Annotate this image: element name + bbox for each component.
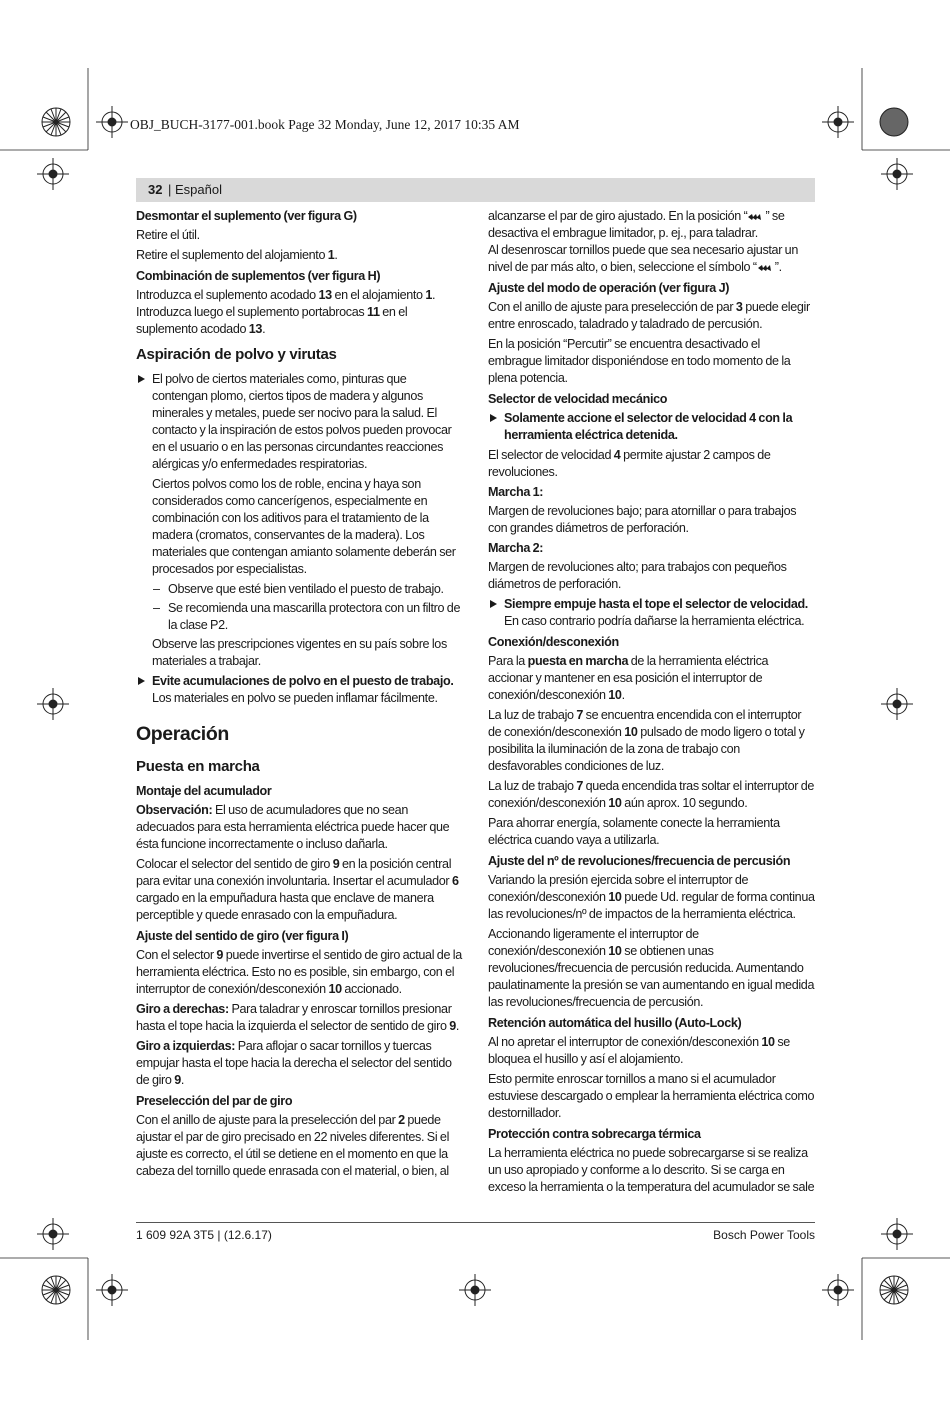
heading-operacion: Operación bbox=[136, 723, 229, 745]
list-item: Solamente accione el selector de velocidad 4 con la herramienta eléctrica detenida. bbox=[488, 410, 815, 444]
paragraph: Retire el útil. bbox=[136, 228, 200, 242]
paragraph: Para la puesta en marcha de la herramienta eléctrica accionar y mantener en esa posición el interruptor de conexión/desconexión 10. bbox=[488, 654, 769, 702]
heading-ajuste-giro: Ajuste del sentido de giro (ver figura I) bbox=[136, 929, 349, 943]
header-language: Español bbox=[175, 182, 222, 197]
footer-document-number: 1 609 92A 3T5 | (12.6.17) bbox=[136, 1228, 272, 1242]
bullet-triangle-icon bbox=[490, 414, 497, 422]
paragraph: Margen de revoluciones alto; para trabajos con pequeños diámetros de perforación. bbox=[488, 560, 787, 591]
heading-selector: Selector de velocidad mecánico bbox=[488, 392, 668, 406]
paragraph: Variando la presión ejercida sobre el interruptor de conexión/desconexión 10 puede Ud. regular de forma continua las revoluciones/nº de impactos de la herramienta eléctrica. bbox=[488, 873, 815, 921]
dash-item: – Se recomienda una mascarilla protectora con un filtro de la clase P2. bbox=[153, 601, 461, 632]
right-column bbox=[488, 208, 815, 1199]
heading-aspiracion: Aspiración de polvo y virutas bbox=[136, 346, 337, 363]
book-info-line: OBJ_BUCH-3177-001.book Page 32 Monday, June 12, 2017 10:35 AM bbox=[130, 117, 520, 132]
paragraph: El selector de velocidad 4 permite ajustar 2 campos de revoluciones. bbox=[488, 448, 771, 479]
bullet-triangle-icon bbox=[138, 677, 145, 685]
paragraph: Con el selector 9 puede invertirse el sentido de giro actual de la herramienta eléctrica. Esto no es posible, sin embargo, con el interruptor de conexión/desconexión 10 accionado. bbox=[136, 948, 462, 996]
page-header-band bbox=[136, 178, 815, 202]
footer-brand: Bosch Power Tools bbox=[713, 1228, 815, 1242]
heading-conexion: Conexión/desconexión bbox=[488, 635, 619, 649]
paragraph: alcanzarse el par de giro ajustado. En la posición “ ” se desactiva el embrague limitador, p. ej., para taladrar. Al desenroscar tornillos puede que sea necesario ajustar un nivel de par más alto, o bien, seleccione el símbolo “ ”. bbox=[488, 209, 798, 274]
heading-combinacion: Combinación de suplementos (ver figura H) bbox=[136, 269, 381, 283]
dash-item: – Observe que esté bien ventilado el puesto de trabajo. bbox=[153, 582, 444, 596]
heading-retencion: Retención automática del husillo (Auto-Lock) bbox=[488, 1016, 742, 1030]
bullet-triangle-icon bbox=[138, 375, 145, 383]
heading-desmontar: Desmontar el suplemento (ver figura G) bbox=[136, 209, 357, 223]
paragraph: Para ahorrar energía, solamente conecte la herramienta eléctrica cuando vaya a utilizarla. bbox=[488, 816, 780, 847]
left-column bbox=[136, 208, 463, 1183]
list-item: El polvo de ciertos materiales como, pinturas que contengan plomo, ciertos tipos de madera y algunos minerales y metales, puede ser nocivo para la salud. El contacto y la inspiración de estos polvos pueden provocar en el usuario o en las personas circundantes reacciones alérgicas y/o enfermedades respiratorias. bbox=[136, 371, 463, 473]
footer-rule bbox=[136, 1222, 815, 1223]
paragraph: Con el anillo de ajuste para preselección de par 3 puede elegir entre enroscado, taladrado y taladrado de percusión. bbox=[488, 300, 810, 331]
heading-marcha-1: Marcha 1: bbox=[488, 485, 544, 499]
paragraph: Con el anillo de ajuste para la preselección del par 2 puede ajustar el par de giro precisado en 22 niveles diferentes. Si el ajuste es correcto, el útil se detiene en el momento en que la cabeza del tornillo quede enrasada con el material, o bien, al bbox=[136, 1113, 450, 1178]
drill-symbol-icon bbox=[747, 213, 765, 221]
paragraph: Colocar el selector del sentido de giro 9 en la posición central para evitar una conexión involuntaria. Insertar el acumulador 6 cargado en la empuñadura hasta que enclave de manera perceptible y quede enrasado con la empuñadura. bbox=[136, 857, 459, 922]
bullet-triangle-icon bbox=[490, 600, 497, 608]
paragraph: La luz de trabajo 7 queda encendida tras soltar el interruptor de conexión/desconexión 10 aún aprox. 10 segundo. bbox=[488, 779, 815, 810]
heading-proteccion: Protección contra sobrecarga térmica bbox=[488, 1127, 701, 1141]
heading-marcha-2: Marcha 2: bbox=[488, 541, 544, 555]
paragraph: La herramienta eléctrica no puede sobrecargarse si se realiza un uso apropiado y conforme a lo descrito. Si se carga en exceso la herramienta o la temperatura del acumulador se sale bbox=[488, 1146, 815, 1194]
drill-symbol-icon bbox=[757, 264, 775, 272]
grey-target-icon bbox=[880, 108, 908, 136]
paragraph: Accionando ligeramente el interruptor de conexión/desconexión 10 se obtienen unas revoluciones/frecuencia de percusión reducida. Aumentando paulatinamente la presión se van aumentando en igual medida las revoluciones/frecuencia de percusión. bbox=[488, 927, 815, 1009]
paragraph: Retire el suplemento del alojamiento 1. bbox=[136, 248, 338, 262]
list-item: Evite acumulaciones de polvo en el puesto de trabajo. Los materiales en polvo se pueden inflamar fácilmente. bbox=[136, 673, 463, 707]
paragraph: Observación: El uso de acumuladores que no sean adecuados para esta herramienta eléctrica puede hacer que ésta funcione incorrectamente o incluso dañarla. bbox=[136, 803, 450, 851]
paragraph: Margen de revoluciones bajo; para atornillar o para trabajos con grandes diámetros de perforación. bbox=[488, 504, 797, 535]
header-separator: | bbox=[168, 182, 172, 197]
heading-montaje: Montaje del acumulador bbox=[136, 784, 272, 798]
list-item: Siempre empuje hasta el tope el selector de velocidad. En caso contrario podría dañarse la herramienta eléctrica. bbox=[488, 596, 815, 630]
paragraph: Giro a derechas: Para taladrar y enroscar tornillos presionar hasta el tope hacia la izquierda el selector de sentido de giro 9. bbox=[136, 1002, 460, 1033]
heading-puesta-en-marcha: Puesta en marcha bbox=[136, 758, 260, 775]
paragraph: Giro a izquierdas: Para aflojar o sacar tornillos y tuercas empujar hasta el tope hacia la derecha el selector del sentido de giro 9. bbox=[136, 1039, 452, 1087]
paragraph: Al no apretar el interruptor de conexión/desconexión 10 se bloquea el husillo y así el alojamiento. bbox=[488, 1035, 790, 1066]
paragraph: En la posición “Percutir” se encuentra desactivado el embrague limitador disponiéndose en todo momento de la plena potencia. bbox=[488, 337, 791, 385]
heading-revoluciones: Ajuste del nº de revoluciones/frecuencia de percusión bbox=[488, 854, 791, 868]
paragraph: Introduzca el suplemento acodado 13 en el alojamiento 1. Introduzca luego el suplemento portabrocas 11 en el suplemento acodado 13. bbox=[136, 288, 436, 336]
heading-preseleccion: Preselección del par de giro bbox=[136, 1094, 293, 1108]
paragraph: Ciertos polvos como los de roble, encina y haya son considerados como cancerígenos, especialmente en combinación con los aditivos para el tratamiento de la madera (cromatos, conservantes de la madera). Los materiales que contengan amianto solamente deberán ser procesados por especialistas. bbox=[152, 477, 456, 576]
heading-modo: Ajuste del modo de operación (ver figura J) bbox=[488, 281, 730, 295]
paragraph: Esto permite enroscar tornillos a mano si el acumulador estuviese descargado o emplear la herramienta eléctrica como destornillador. bbox=[488, 1072, 815, 1120]
paragraph: La luz de trabajo 7 se encuentra encendida con el interruptor de conexión/desconexión 10 pulsado de modo ligero o total y posibilita la iluminación de la zona de trabajo con desfavorables condiciones de luz. bbox=[488, 708, 805, 773]
paragraph: Observe las prescripciones vigentes en su país sobre los materiales a trabajar. bbox=[152, 637, 447, 668]
page-number: 32 bbox=[148, 182, 163, 197]
